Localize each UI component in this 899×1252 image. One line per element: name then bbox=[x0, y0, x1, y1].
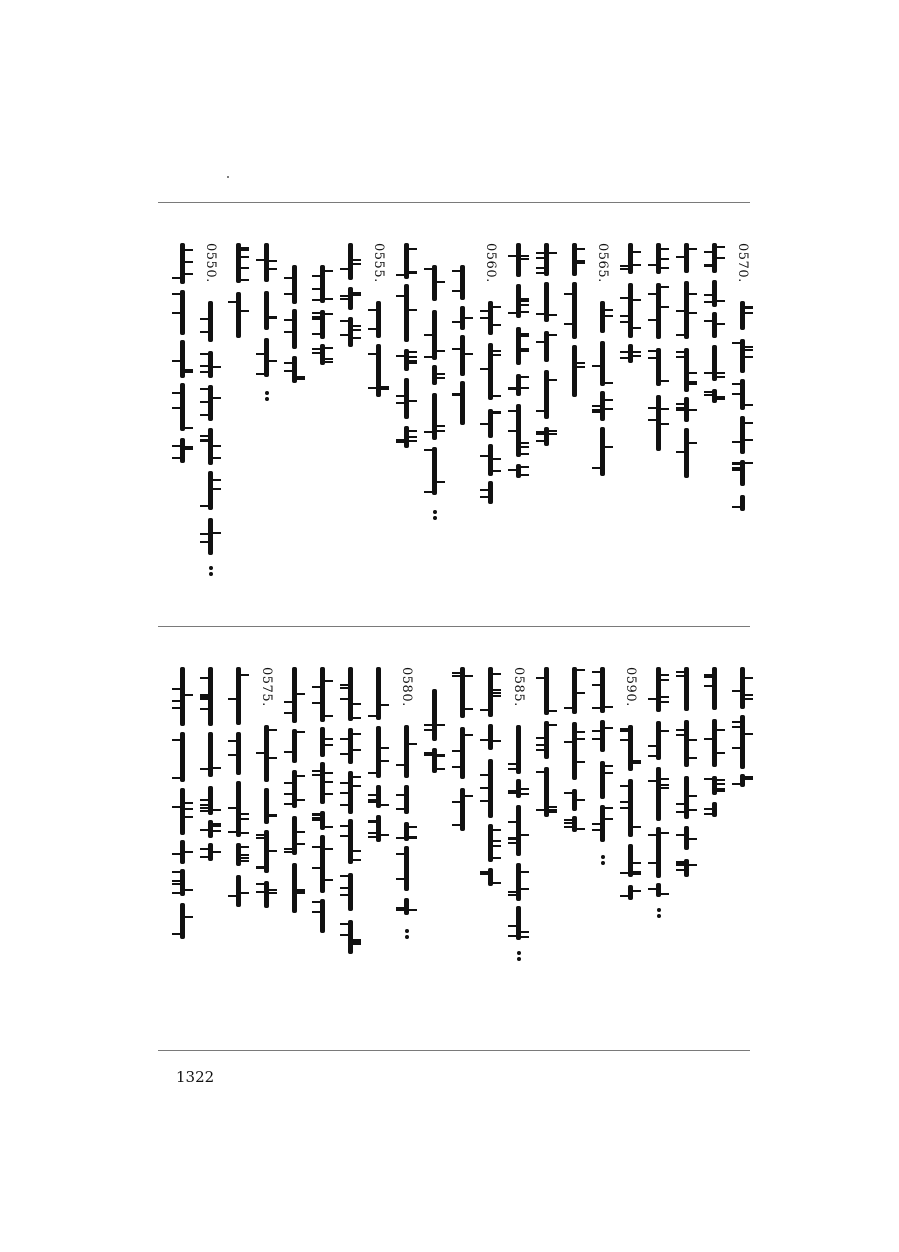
script-word bbox=[254, 830, 278, 873]
script-word bbox=[590, 761, 614, 799]
script-word bbox=[394, 349, 418, 371]
script-word bbox=[478, 409, 502, 438]
script-word bbox=[366, 815, 390, 842]
mongolian-script-line bbox=[422, 203, 446, 625]
line-number: 0585. bbox=[511, 667, 526, 707]
script-word bbox=[730, 667, 754, 709]
mongolian-script-line bbox=[590, 203, 614, 625]
script-word bbox=[646, 883, 670, 897]
script-word bbox=[674, 667, 698, 711]
script-word bbox=[478, 301, 502, 335]
script-word bbox=[422, 265, 446, 301]
script-word bbox=[730, 339, 754, 373]
script-word bbox=[254, 725, 278, 782]
script-word bbox=[618, 779, 642, 837]
script-word bbox=[394, 725, 418, 778]
mongolian-script-line bbox=[366, 203, 390, 625]
text-column bbox=[310, 627, 334, 1049]
script-word bbox=[338, 667, 362, 721]
script-word bbox=[170, 840, 194, 864]
script-word bbox=[226, 732, 250, 775]
script-word bbox=[394, 822, 418, 841]
text-column bbox=[590, 203, 614, 625]
script-word bbox=[618, 283, 642, 338]
mongolian-script-line bbox=[394, 203, 418, 625]
script-word bbox=[730, 416, 754, 454]
text-column bbox=[394, 627, 418, 1049]
text-column bbox=[562, 203, 586, 625]
script-word bbox=[422, 310, 446, 360]
script-word bbox=[702, 719, 726, 767]
line-number: 0575. bbox=[259, 667, 274, 707]
script-word bbox=[674, 776, 698, 819]
script-word bbox=[562, 816, 586, 832]
line-number: 0590. bbox=[623, 667, 638, 707]
script-word bbox=[198, 471, 222, 510]
mongolian-script-line bbox=[310, 627, 334, 1049]
script-word bbox=[254, 338, 278, 377]
mongolian-script-line bbox=[198, 203, 222, 625]
mongolian-script-line bbox=[618, 627, 642, 1049]
script-word bbox=[506, 779, 530, 798]
mongolian-script-line bbox=[338, 627, 362, 1049]
text-column bbox=[618, 627, 642, 1049]
script-word bbox=[730, 774, 754, 787]
text-column bbox=[198, 203, 222, 625]
script-word bbox=[170, 243, 194, 284]
text-column bbox=[590, 627, 614, 1049]
script-word bbox=[338, 920, 362, 954]
script-word bbox=[534, 370, 558, 419]
script-word bbox=[646, 721, 670, 760]
script-word bbox=[450, 667, 474, 718]
script-word bbox=[422, 447, 446, 495]
script-word bbox=[674, 281, 698, 339]
mongolian-script-line bbox=[282, 203, 306, 625]
script-word bbox=[170, 732, 194, 782]
text-column bbox=[366, 203, 390, 625]
script-word bbox=[646, 827, 670, 878]
script-word bbox=[562, 243, 586, 276]
script-word bbox=[198, 385, 222, 421]
script-word bbox=[506, 374, 530, 396]
text-column bbox=[282, 627, 306, 1049]
punctuation-mark bbox=[262, 389, 271, 403]
mongolian-script-line bbox=[170, 203, 194, 625]
script-word bbox=[562, 667, 586, 714]
script-word bbox=[618, 725, 642, 771]
punctuation-mark bbox=[430, 508, 439, 522]
line-number: 0565. bbox=[595, 243, 610, 283]
bottom-rule bbox=[158, 1050, 750, 1051]
script-word bbox=[366, 667, 390, 720]
script-word bbox=[170, 290, 194, 335]
script-word bbox=[590, 301, 614, 333]
script-word bbox=[506, 863, 530, 901]
lower-text-block bbox=[158, 627, 750, 1049]
script-word bbox=[198, 518, 222, 555]
script-word bbox=[674, 826, 698, 850]
script-word bbox=[618, 344, 642, 363]
script-word bbox=[506, 327, 530, 365]
text-column bbox=[674, 627, 698, 1049]
script-word bbox=[478, 868, 502, 886]
text-column bbox=[646, 627, 670, 1049]
mongolian-script-line bbox=[226, 627, 250, 1049]
script-word bbox=[422, 365, 446, 385]
script-word bbox=[310, 727, 334, 757]
text-column bbox=[226, 203, 250, 625]
script-word bbox=[478, 824, 502, 862]
script-word bbox=[590, 341, 614, 386]
text-column bbox=[282, 203, 306, 625]
mongolian-script-line bbox=[618, 203, 642, 625]
script-word bbox=[562, 282, 586, 339]
script-word bbox=[506, 243, 530, 277]
script-word bbox=[450, 335, 474, 376]
mongolian-script-line bbox=[254, 203, 278, 625]
punctuation-mark bbox=[598, 853, 607, 867]
script-word bbox=[730, 301, 754, 330]
text-column bbox=[170, 627, 194, 1049]
mongolian-script-line bbox=[590, 627, 614, 1049]
text-column bbox=[254, 203, 278, 625]
text-column bbox=[478, 627, 502, 1049]
mongolian-script-line bbox=[506, 203, 530, 625]
text-column bbox=[254, 627, 278, 1049]
script-word bbox=[198, 732, 222, 777]
mongolian-script-line bbox=[450, 203, 474, 625]
script-word bbox=[282, 770, 306, 808]
text-column bbox=[534, 627, 558, 1049]
mongolian-script-line bbox=[674, 627, 698, 1049]
script-word bbox=[562, 789, 586, 811]
script-word bbox=[394, 785, 418, 814]
mongolian-script-line bbox=[226, 203, 250, 625]
script-word bbox=[310, 811, 334, 830]
script-word bbox=[702, 802, 726, 817]
script-word bbox=[366, 301, 390, 338]
script-word bbox=[450, 727, 474, 779]
script-word bbox=[198, 820, 222, 838]
script-word bbox=[534, 427, 558, 446]
script-word bbox=[338, 873, 362, 911]
script-word bbox=[198, 843, 222, 861]
script-word bbox=[170, 788, 194, 835]
script-word bbox=[478, 667, 502, 717]
script-word bbox=[590, 427, 614, 476]
script-word bbox=[534, 331, 558, 362]
script-word bbox=[674, 348, 698, 392]
script-word bbox=[254, 243, 278, 282]
text-column bbox=[730, 203, 754, 625]
punctuation-mark bbox=[402, 927, 411, 941]
mongolian-script-line bbox=[730, 627, 754, 1049]
script-word bbox=[366, 785, 390, 808]
text-column bbox=[338, 627, 362, 1049]
script-word bbox=[674, 720, 698, 767]
script-word bbox=[506, 464, 530, 478]
mongolian-script-line bbox=[534, 627, 558, 1049]
script-word bbox=[394, 284, 418, 342]
text-column bbox=[702, 627, 726, 1049]
mongolian-script-line bbox=[674, 203, 698, 625]
mongolian-script-line bbox=[478, 627, 502, 1049]
script-word bbox=[226, 243, 250, 283]
mongolian-script-line bbox=[450, 627, 474, 1049]
mongolian-script-line bbox=[394, 627, 418, 1049]
text-column bbox=[170, 203, 194, 625]
text-column bbox=[534, 203, 558, 625]
script-word bbox=[394, 846, 418, 891]
script-word bbox=[170, 383, 194, 431]
script-word bbox=[674, 859, 698, 877]
script-word bbox=[618, 243, 642, 274]
script-word bbox=[702, 345, 726, 381]
script-word bbox=[674, 243, 698, 273]
script-word bbox=[254, 788, 278, 824]
script-word bbox=[170, 869, 194, 896]
script-word bbox=[310, 310, 334, 339]
script-word bbox=[170, 667, 194, 726]
script-word bbox=[534, 282, 558, 322]
punctuation-mark bbox=[514, 949, 523, 963]
mongolian-script-line bbox=[562, 203, 586, 625]
text-column bbox=[450, 627, 474, 1049]
script-word bbox=[310, 265, 334, 303]
script-word bbox=[506, 284, 530, 318]
script-word bbox=[226, 781, 250, 837]
line-number: 0550. bbox=[203, 243, 218, 283]
text-column bbox=[422, 203, 446, 625]
script-word bbox=[702, 280, 726, 307]
line-number: 0560. bbox=[483, 243, 498, 283]
page-number: 1322 bbox=[176, 1068, 215, 1086]
script-word bbox=[422, 748, 446, 773]
mongolian-script-line bbox=[646, 627, 670, 1049]
script-word bbox=[198, 428, 222, 465]
script-word bbox=[422, 393, 446, 440]
script-word bbox=[506, 805, 530, 856]
stray-mark bbox=[227, 176, 229, 178]
script-word bbox=[254, 291, 278, 330]
mongolian-script-line bbox=[702, 627, 726, 1049]
mongolian-script-line bbox=[198, 627, 222, 1049]
script-word bbox=[338, 243, 362, 280]
text-column bbox=[674, 203, 698, 625]
script-word bbox=[534, 667, 558, 715]
script-word bbox=[534, 721, 558, 759]
text-column bbox=[422, 627, 446, 1049]
script-word bbox=[730, 460, 754, 486]
script-word bbox=[506, 906, 530, 940]
mongolian-script-line bbox=[646, 203, 670, 625]
script-word bbox=[562, 722, 586, 780]
script-word bbox=[394, 426, 418, 448]
script-word bbox=[450, 265, 474, 300]
script-word bbox=[394, 378, 418, 419]
script-word bbox=[282, 816, 306, 855]
script-word bbox=[170, 903, 194, 939]
script-word bbox=[730, 495, 754, 511]
punctuation-mark bbox=[206, 564, 215, 578]
upper-text-block bbox=[158, 203, 750, 625]
script-word bbox=[478, 343, 502, 400]
line-number: 0580. bbox=[399, 667, 414, 707]
script-word bbox=[702, 776, 726, 795]
script-word bbox=[646, 395, 670, 451]
script-word bbox=[282, 356, 306, 383]
text-column bbox=[338, 203, 362, 625]
script-word bbox=[254, 881, 278, 908]
script-word bbox=[198, 667, 222, 726]
script-word bbox=[282, 863, 306, 913]
mongolian-script-line bbox=[534, 203, 558, 625]
script-word bbox=[338, 287, 362, 310]
script-word bbox=[534, 767, 558, 817]
text-column bbox=[394, 203, 418, 625]
script-word bbox=[562, 345, 586, 397]
mongolian-script-line bbox=[170, 627, 194, 1049]
line-number: 0555. bbox=[371, 243, 386, 283]
mongolian-script-line bbox=[310, 203, 334, 625]
script-word bbox=[450, 306, 474, 330]
script-word bbox=[310, 762, 334, 804]
script-word bbox=[282, 667, 306, 723]
script-word bbox=[338, 728, 362, 764]
mongolian-script-line bbox=[366, 627, 390, 1049]
script-word bbox=[450, 788, 474, 831]
text-column bbox=[506, 203, 530, 625]
script-word bbox=[226, 292, 250, 338]
script-word bbox=[674, 428, 698, 478]
text-column bbox=[310, 203, 334, 625]
text-column bbox=[450, 203, 474, 625]
script-word bbox=[618, 844, 642, 877]
mongolian-script-line bbox=[254, 627, 278, 1049]
script-word bbox=[674, 397, 698, 422]
script-word bbox=[282, 309, 306, 349]
script-word bbox=[282, 265, 306, 304]
script-word bbox=[506, 725, 530, 774]
script-word bbox=[366, 344, 390, 397]
script-word bbox=[702, 312, 726, 338]
script-word bbox=[310, 835, 334, 893]
text-column bbox=[702, 203, 726, 625]
script-word bbox=[422, 689, 446, 741]
script-word bbox=[478, 759, 502, 818]
script-word bbox=[730, 715, 754, 769]
script-word bbox=[198, 301, 222, 342]
script-word bbox=[534, 243, 558, 276]
mongolian-script-line bbox=[730, 203, 754, 625]
script-word bbox=[646, 283, 670, 339]
text-column bbox=[618, 203, 642, 625]
text-column bbox=[646, 203, 670, 625]
punctuation-mark bbox=[654, 906, 663, 920]
script-word bbox=[702, 667, 726, 710]
text-column bbox=[506, 627, 530, 1049]
mongolian-script-line bbox=[338, 203, 362, 625]
text-column bbox=[226, 627, 250, 1049]
script-word bbox=[478, 444, 502, 476]
script-word bbox=[198, 351, 222, 378]
script-word bbox=[646, 767, 670, 821]
script-word bbox=[226, 875, 250, 907]
text-column bbox=[366, 627, 390, 1049]
script-word bbox=[646, 667, 670, 712]
mongolian-script-line bbox=[478, 203, 502, 625]
script-word bbox=[338, 317, 362, 347]
text-column bbox=[730, 627, 754, 1049]
script-word bbox=[702, 243, 726, 273]
script-word bbox=[478, 481, 502, 504]
script-word bbox=[506, 404, 530, 457]
script-word bbox=[590, 667, 614, 713]
text-column bbox=[478, 203, 502, 625]
script-word bbox=[198, 786, 222, 815]
script-word bbox=[590, 391, 614, 421]
script-word bbox=[310, 667, 334, 722]
script-word bbox=[478, 724, 502, 750]
script-word bbox=[170, 340, 194, 378]
script-word bbox=[590, 805, 614, 842]
script-word bbox=[226, 843, 250, 866]
script-word bbox=[394, 898, 418, 915]
script-word bbox=[170, 438, 194, 463]
script-word bbox=[338, 771, 362, 814]
script-word bbox=[646, 243, 670, 274]
script-word bbox=[310, 899, 334, 933]
mongolian-script-line bbox=[506, 627, 530, 1049]
mongolian-script-line bbox=[562, 627, 586, 1049]
script-word bbox=[394, 243, 418, 279]
script-word bbox=[646, 348, 670, 386]
script-word bbox=[282, 729, 306, 763]
script-word bbox=[590, 720, 614, 752]
text-column bbox=[562, 627, 586, 1049]
script-word bbox=[338, 819, 362, 864]
script-word bbox=[310, 344, 334, 365]
text-column bbox=[198, 627, 222, 1049]
mongolian-script-line bbox=[282, 627, 306, 1049]
script-word bbox=[702, 389, 726, 403]
script-word bbox=[450, 381, 474, 425]
script-word bbox=[730, 379, 754, 410]
line-number: 0570. bbox=[735, 243, 750, 283]
script-word bbox=[366, 726, 390, 778]
script-word bbox=[226, 667, 250, 725]
script-word bbox=[618, 885, 642, 900]
mongolian-script-line bbox=[422, 627, 446, 1049]
mongolian-script-line bbox=[702, 203, 726, 625]
